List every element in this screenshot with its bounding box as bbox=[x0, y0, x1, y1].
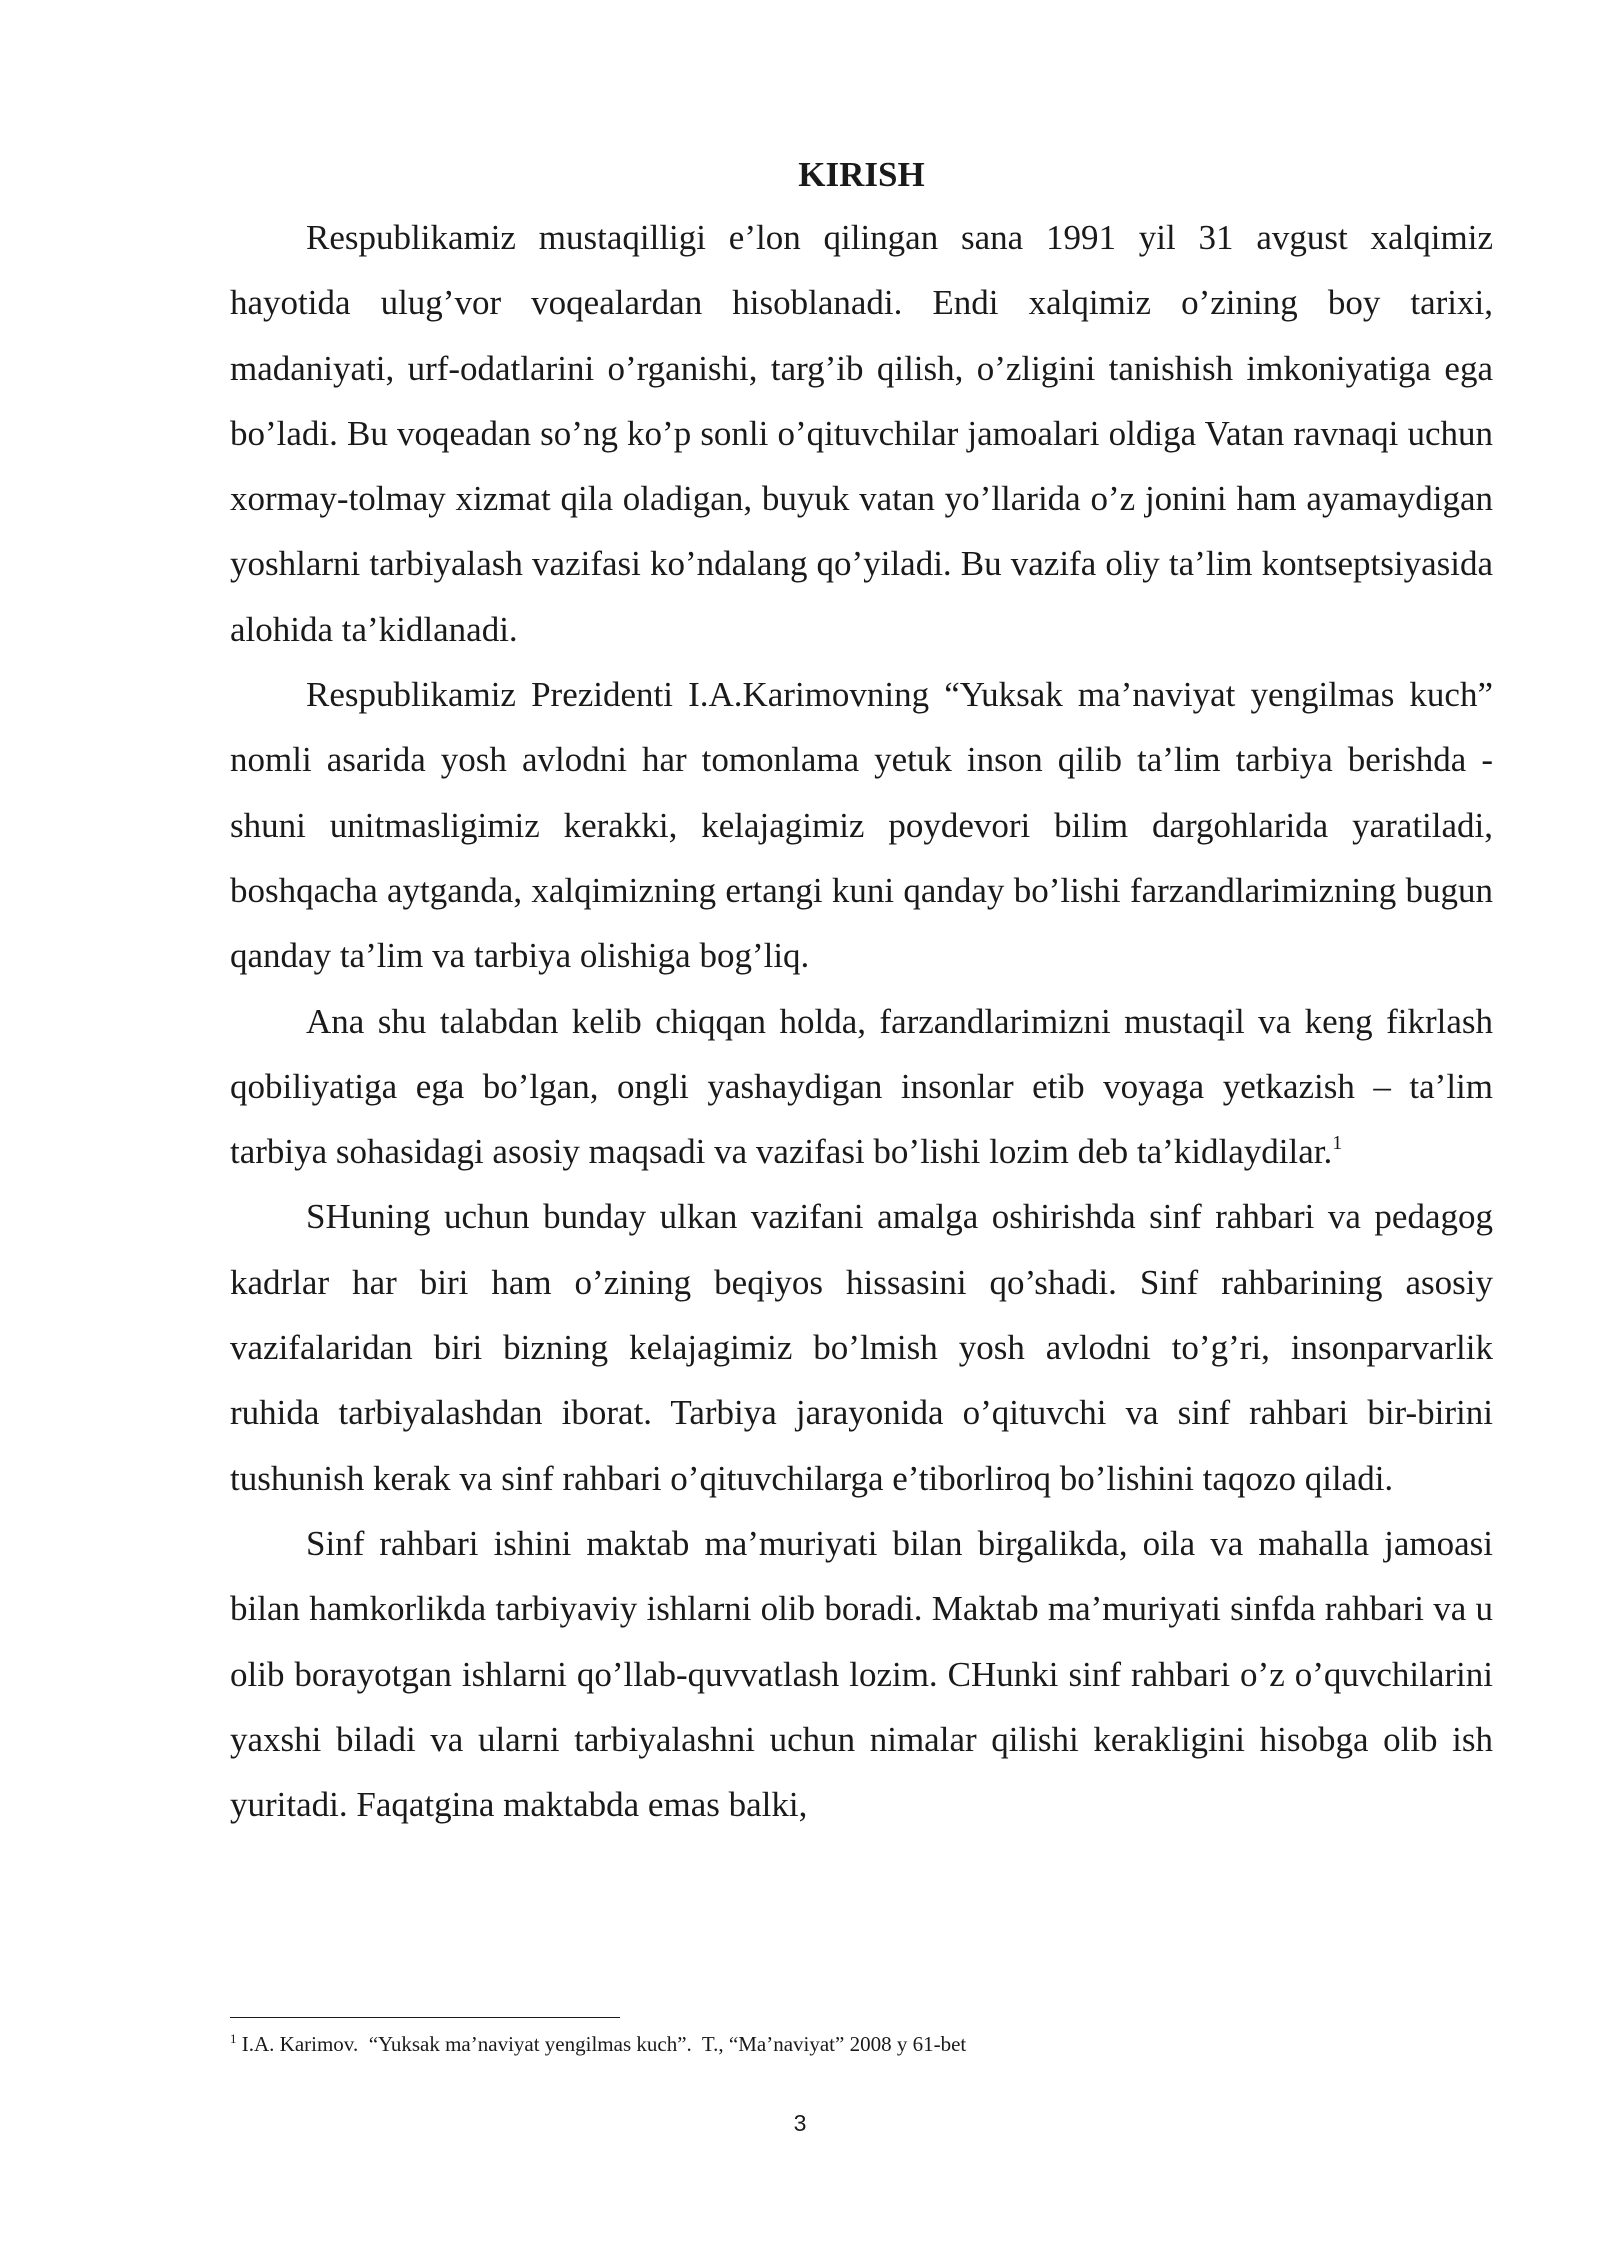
paragraph-3-text: Ana shu talabdan kelib chiqqan holda, farzandlarimizni mustaqil va keng fikrlash qobiliyatiga ega bo’lgan, ongli yashaydigan insonlar etib voyaga yetkazish – ta’lim tarbiya sohasidagi asosiy maqsadi va vazifasi bo’lishi lozim deb ta’kidlaydilar. bbox=[230, 1001, 1493, 1172]
footnote-marker: 1 bbox=[230, 2031, 237, 2046]
paragraph-4: SHuning uchun bunday ulkan vazifani amalga oshirishda sinf rahbari va pedagog kadrlar har biri ham o’zining beqiyos hissasini qo’shadi. Sinf rahbarining asosiy vazifalaridan biri bizning kelajagimiz bo’lmish yosh avlodni to’g’ri, insonparvarlik ruhida tarbiyalashdan iborat. Tarbiya jarayonida o’qituvchi va sinf rahbari bir-birini tushunish kerak va sinf rahbari o’qituvchilarga e’tiborliroq bo’lishini taqozo qiladi. bbox=[230, 1197, 1493, 1498]
paragraph-3 bbox=[230, 989, 1493, 1185]
document-title: KIRISH bbox=[798, 155, 925, 194]
paragraph-5: Sinf rahbari ishini maktab ma’muriyati bilan birgalikda, oila va mahalla jamoasi bilan hamkorlikda tarbiyaviy ishlarni olib boradi. Maktab ma’muriyati sinfda rahbari va u olib borayotgan ishlarni qo’llab-quvvatlash lozim. CHunki sinf rahbari o’z o’quvchilarini yaxshi biladi va ularni tarbiyalashni uchun nimalar qilishi kerakligini hisobga olib ish yuritadi. Faqatgina maktabda emas balki, bbox=[230, 1523, 1493, 1825]
paragraph-1: Respublikamiz mustaqilligi e’lon qilingan sana 1991 yil 31 avgust xalqimiz hayotida ulug’vor voqealardan hisoblanadi. Endi xalqimiz o’zining boy tarixi, madaniyati, urf-odatlarini o’rganishi, targ’ib qilish, o’zligini tanishish imkoniyatiga ega bo’ladi. Bu voqeadan so’ng ko’p sonli o’qituvchilar jamoalari oldiga Vatan ravnaqi uchun xormay-tolmay xizmat qila oladigan, buyuk vatan yo’llarida o’z jonini ham ayamaydigan yoshlarni tarbiyalash vazifasi ko’ndalang qo’yiladi. Bu vazifa oliy ta’lim kontseptsiyasida alohida ta’kidlanadi. bbox=[230, 218, 1493, 649]
footnote-reference[interactable]: 1 bbox=[1332, 1132, 1343, 1155]
page-number: 3 bbox=[793, 2110, 807, 2136]
footnote-text: I.A. Karimov. “Yuksak ma’naviyat yengilmas kuch”. T., “Ma’naviyat” 2008 y 61-bet bbox=[236, 2032, 967, 2056]
document-page bbox=[230, 150, 1493, 1837]
footnote bbox=[230, 2030, 1493, 2058]
paragraph-2: Respublikamiz Prezidenti I.A.Karimovning “Yuksak ma’naviyat yengilmas kuch” nomli asarida yosh avlodni har tomonlama yetuk inson qilib ta’lim tarbiya berishda - shuni unitmasligimiz kerakki, kelajagimiz poydevori bilim dargohlarida yaratiladi, boshqacha aytganda, xalqimizning ertangi kuni qanday bo’lishi farzandlarimizning bugun qanday ta’lim va tarbiya olishiga bog’liq. bbox=[230, 675, 1493, 976]
footnote-separator bbox=[230, 2017, 620, 2018]
